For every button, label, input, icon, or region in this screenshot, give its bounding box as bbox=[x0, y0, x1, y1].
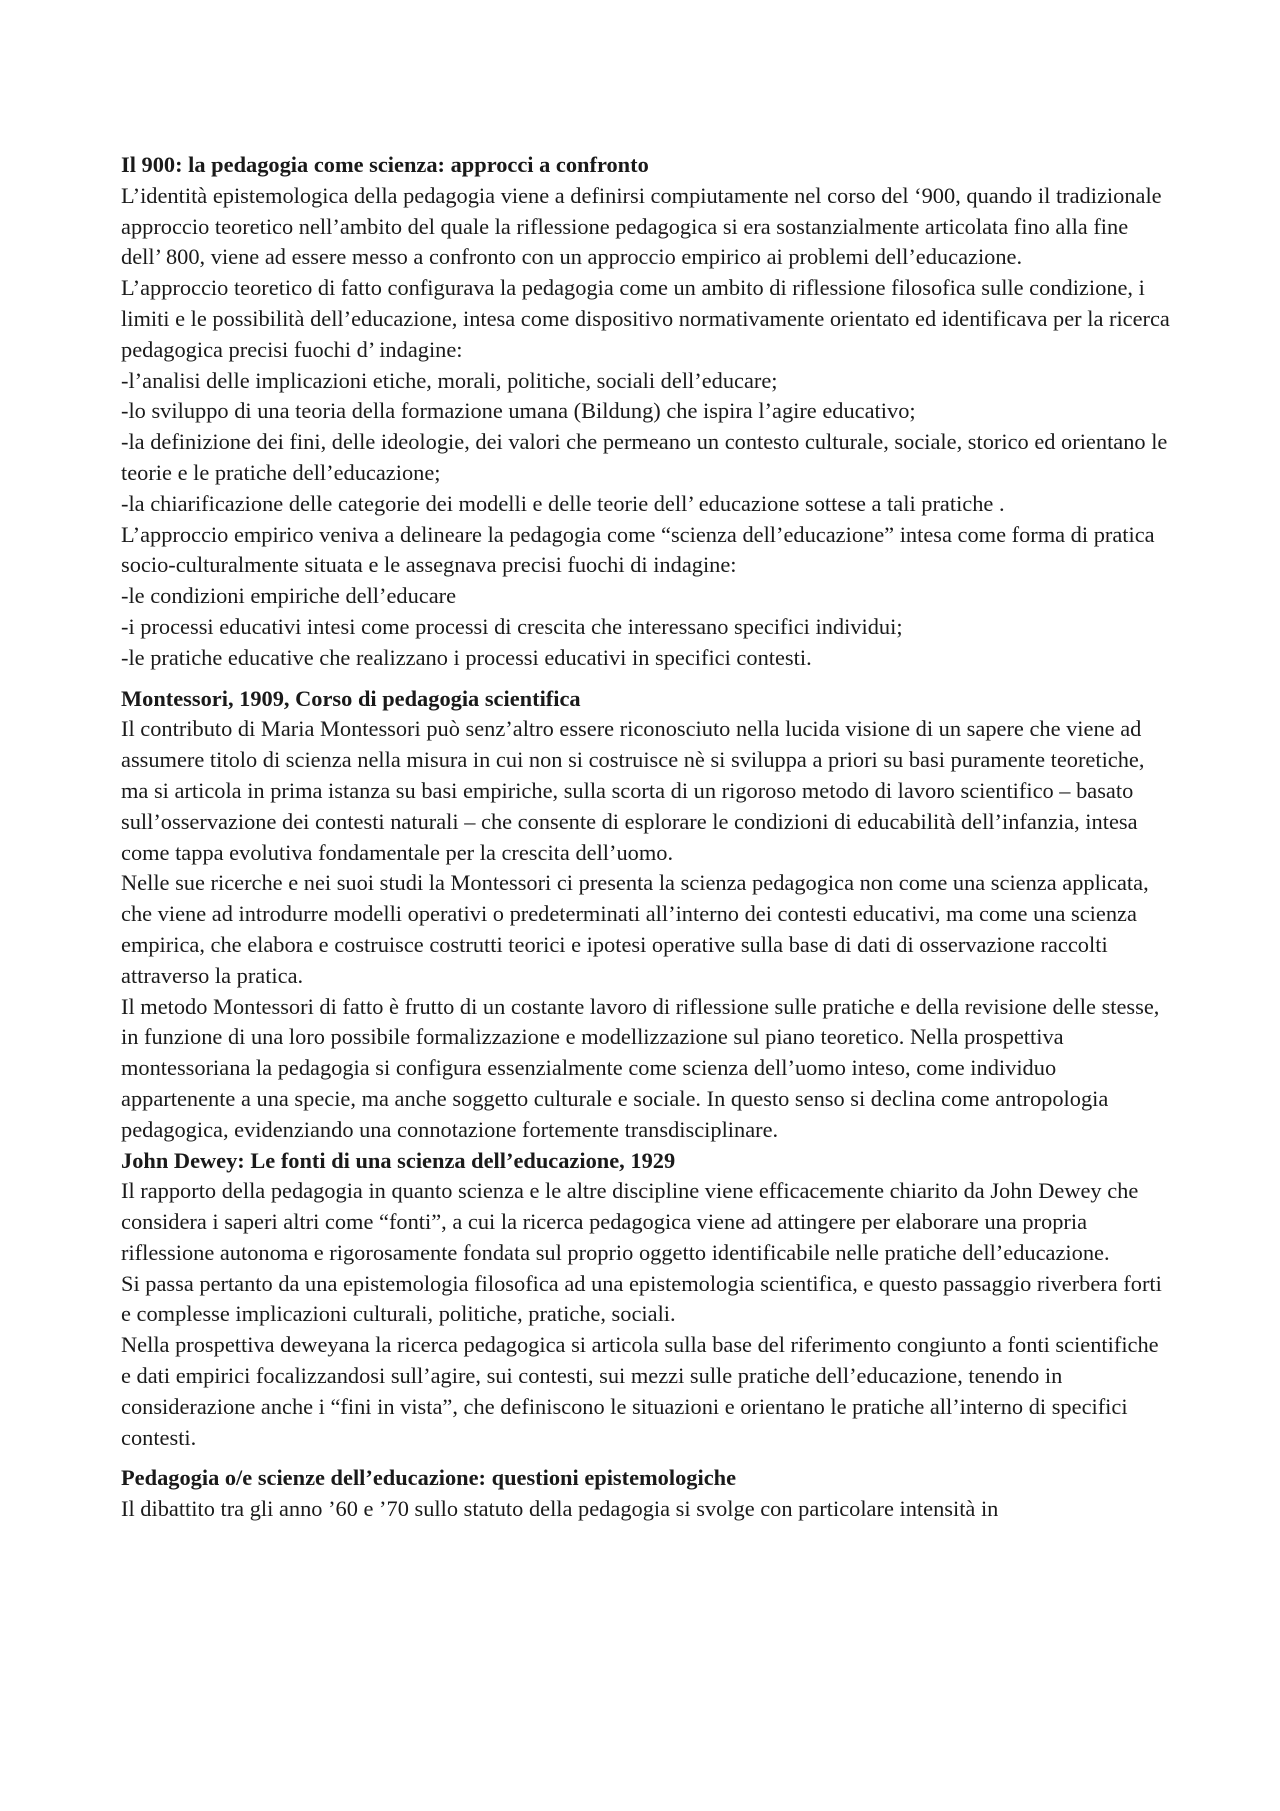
list-item: -le pratiche educative che realizzano i processi educativi in specifici contesti. bbox=[121, 644, 812, 670]
paragraph: Il dibattito tra gli anno ’60 e ’70 sullo statuto della pedagogia si svolge con particolare intensità in bbox=[121, 1496, 999, 1522]
list-item: -i processi educativi intesi come processi di crescita che interessano specifici individui; bbox=[121, 613, 903, 639]
paragraph: Nella prospettiva deweyana la ricerca pedagogica si articola sulla base del riferimento congiunto a fonti scientifiche e dati empirici focalizzandosi sull’agire, sui contesti, sui mezzi sulle pratiche dell’educazione, tenendo in considerazione anche i “fini in vista”, che definiscono le situazioni e orientano le pratiche all’interno di specifici contesti. bbox=[121, 1332, 1159, 1450]
paragraph: L’approccio empirico veniva a delineare la pedagogia come “scienza dell’educazione” intesa come forma di pratica socio-culturalmente situata e le assegnava precisi fuochi di indagine: bbox=[121, 521, 1155, 578]
paragraph: Nelle sue ricerche e nei suoi studi la Montessori ci presenta la scienza pedagogica non come una scienza applicata, che viene ad introdurre modelli operativi o predeterminati all’interno dei contesti educativi, ma come una scienza empirica, che elabora e costruisce costrutti teorici e ipotesi operative sulla base di dati di osservazione raccolti attraverso la pratica. bbox=[121, 870, 1149, 988]
section-heading-900: Il 900: la pedagogia come scienza: approcci a confronto bbox=[121, 152, 649, 177]
paragraph: Il metodo Montessori di fatto è frutto di un costante lavoro di riflessione sulle pratiche e della revisione delle stesse, in funzione di una loro possibile formalizzazione e modellizzazione sul piano teoretico. Nella prospettiva montessoriana la pedagogia si configura essenzialmente come scienza dell’uomo inteso, come individuo appartenente a una specie, ma anche soggetto culturale e sociale. In questo senso si declina come antropologia pedagogica, evidenziando una connotazione fortemente transdisciplinare. bbox=[121, 993, 1160, 1142]
list-item: -la chiarificazione delle categorie dei modelli e delle teorie dell’ educazione sottese a tali pratiche . bbox=[121, 490, 1005, 516]
list-item: -la definizione dei fini, delle ideologie, dei valori che permeano un contesto culturale, sociale, storico ed orientano le teorie e le pratiche dell’educazione; bbox=[121, 429, 1168, 485]
list-item: -le condizioni empiriche dell’educare bbox=[121, 583, 457, 609]
section-heading-dewey: John Dewey: Le fonti di una scienza dell’educazione, 1929 bbox=[121, 1147, 676, 1173]
list-item: -l’analisi delle implicazioni etiche, morali, politiche, sociali dell’educare; bbox=[121, 367, 778, 393]
paragraph: Il rapporto della pedagogia in quanto scienza e le altre discipline viene efficacemente chiarito da John Dewey che considera i saperi altri come “fonti”, a cui la ricerca pedagogica viene ad attingere per elaborare una propria riflessione autonoma e rigorosamente fondata sul proprio oggetto identificabile nelle pratiche dell’educazione. bbox=[121, 1178, 1139, 1265]
paragraph: Il contributo di Maria Montessori può senz’altro essere riconosciuto nella lucida visione di un sapere che viene ad assumere titolo di scienza nella misura in cui non si costruisce nè si sviluppa a priori su basi puramente teoretiche, ma si articola in prima istanza su basi empiriche, sulla scorta di un rigoroso metodo di lavoro scientifico – basato sull’osservazione dei contesti naturali – che consente di esplorare le condizioni di educabilità dell’infanzia, intesa come tappa evolutiva fondamentale per la crescita dell’uomo. bbox=[121, 716, 1145, 865]
paragraph: Si passa pertanto da una epistemologia filosofica ad una epistemologia scientifica, e questo passaggio riverbera forti e complesse implicazioni culturali, politiche, pratiche, sociali. bbox=[121, 1270, 1162, 1327]
section-heading-epistemology: Pedagogia o/e scienze dell’educazione: questioni epistemologiche bbox=[121, 1465, 737, 1491]
section-heading-montessori: Montessori, 1909, Corso di pedagogia scientifica bbox=[121, 685, 581, 711]
paragraph: L’approccio teoretico di fatto configurava la pedagogia come un ambito di riflessione filosofica sulle condizione, i limiti e le possibilità dell’educazione, intesa come dispositivo normativamente orientato ed identificava per la ricerca pedagogica precisi fuochi d’ indagine: bbox=[121, 275, 1170, 362]
paragraph: L’identità epistemologica della pedagogia viene a definirsi compiutamente nel corso del ‘900, quando il tradizionale approccio teoretico nell’ambito del quale la riflessione pedagogica si era sostanzialmente articolata fino alla fine dell’ 800, viene ad essere messo a confronto con un approccio empirico ai problemi dell’educazione. bbox=[121, 182, 1162, 270]
document-body bbox=[121, 150, 1171, 1525]
list-item: -lo sviluppo di una teoria della formazione umana (Bildung) che ispira l’agire educativo; bbox=[121, 398, 916, 424]
